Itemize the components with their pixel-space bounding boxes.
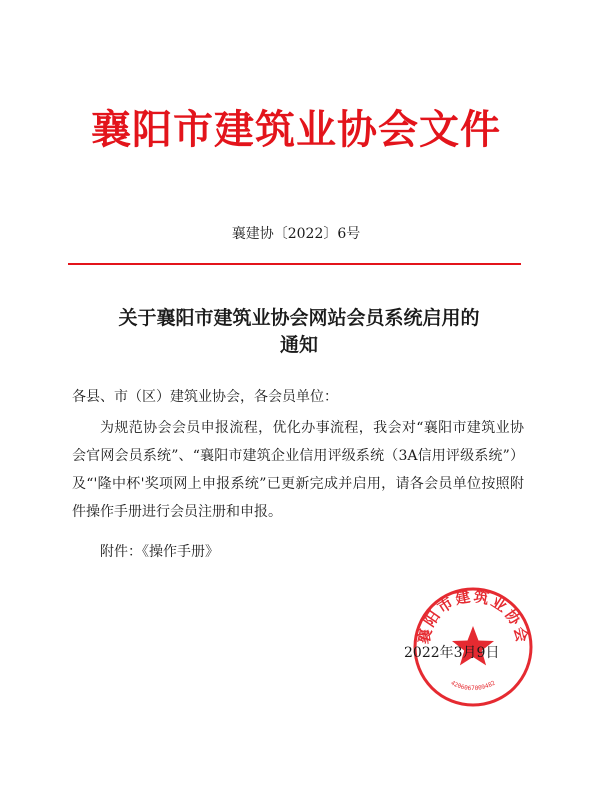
svg-text:4206067009482 xyxy=(449,679,496,692)
salutation: 各县、市（区）建筑业协会，各会员单位： xyxy=(72,389,338,405)
seal-serial: 4206067009482 xyxy=(449,679,497,693)
notice-body: 为规范协会会员申报流程，优化办事流程，我会对“襄阳市建筑业协会官网会员系统”、“襄阳市建筑企业信用评级系统（3A信用评级系统”）及“'隆中杯'奖项网上申报系统”已更新完成并启用，请各会员单位按照附件操作手册进行会员注册和申报。 xyxy=(72,420,524,520)
notice-title xyxy=(74,305,524,359)
notice-title-line-2: 通知 xyxy=(279,334,318,356)
sign-date: 2022年3月9日 xyxy=(404,645,500,661)
red-divider xyxy=(68,263,521,265)
seal-text: 襄阳市建筑业协会 xyxy=(414,587,532,646)
document-header-title: 襄阳市建筑业协会文件 xyxy=(91,107,501,153)
attachment-line: 附件：《操作手册》 xyxy=(100,544,219,560)
notice-title-line-1: 关于襄阳市建筑业协会网站会员系统启用的 xyxy=(118,307,480,329)
document-number: 襄建协〔2022〕6号 xyxy=(231,226,361,242)
